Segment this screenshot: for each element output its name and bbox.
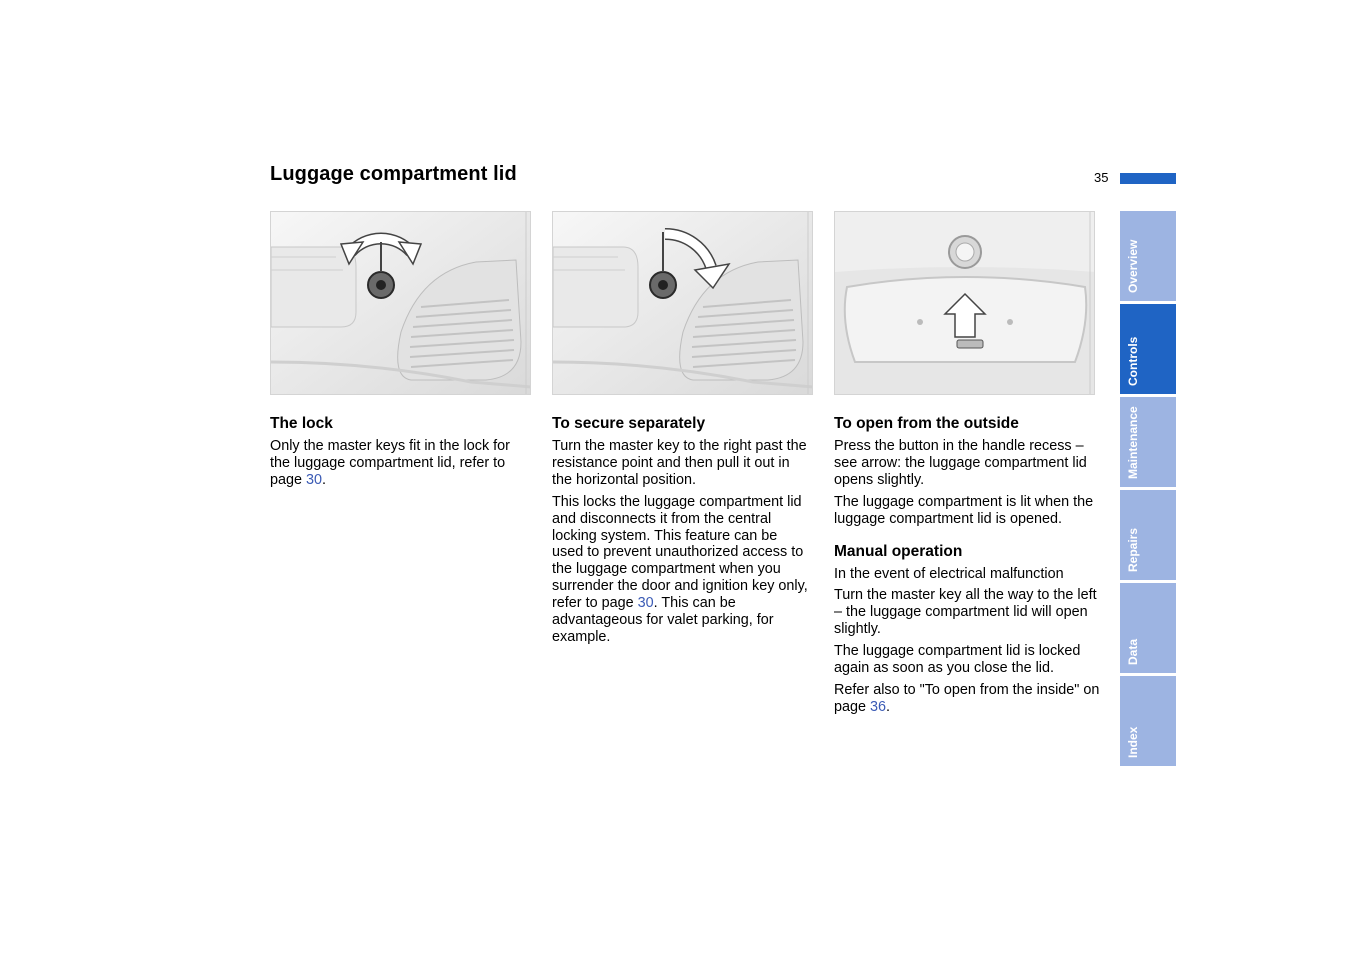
tab-label: Data [1126,638,1140,665]
paragraph-end: . [322,471,327,488]
page-link-36[interactable]: 36 [870,698,887,715]
paragraph-end: . [886,698,891,715]
paragraph [552,494,812,646]
tab-label: Maintenance [1126,406,1140,479]
subsection-heading: Manual operation [834,542,963,560]
tab-maintenance[interactable] [1120,397,1176,487]
lock-illustration [270,211,531,395]
page-title: Luggage compartment lid [270,163,517,185]
paragraph: Press the button in the handle recess – see arrow: the luggage compartment lid opens slightly. [834,438,1087,488]
page-link-30[interactable]: 30 [637,595,654,612]
tab-label: Overview [1126,239,1140,293]
page-marker-bar [1120,173,1176,184]
section-heading: To secure separately [552,415,706,432]
tab-data[interactable] [1120,583,1176,673]
paragraph: In the event of electrical malfunction [834,565,1064,582]
paragraph-text: Refer also to "To open from the inside" on page [834,681,1100,715]
paragraph: Turn the master key all the way to the left – the luggage compartment lid will open slightly. [834,587,1097,638]
paragraph: Turn the master key to the right past the resistance point and then pull it out in the horizontal position. [552,438,807,488]
column-secure-separately [552,414,812,651]
tab-repairs[interactable] [1120,490,1176,580]
paragraph [270,438,530,489]
column-open-from-outside [834,414,1106,721]
column-the-lock [270,414,530,494]
paragraph-text: Only the master keys fit in the lock for the luggage compartment lid, refer to page [270,438,510,488]
paragraph: The luggage compartment is lit when the luggage compartment lid is opened. [834,493,1094,527]
page-number: 35 [1094,170,1109,185]
section-heading: To open from the outside [834,415,1019,432]
chapter-tabs [1120,211,1176,769]
paragraph-end: . This can be advantageous for valet parking, for example. [552,595,774,645]
tab-overview[interactable] [1120,211,1176,301]
secure-separately-illustration [552,211,813,395]
tab-label: Repairs [1126,527,1140,572]
paragraph [834,682,1106,716]
paragraph: The luggage compartment lid is locked again as soon as you close the lid. [834,643,1081,677]
paragraph-text: This locks the luggage compartment lid and disconnects it from the central locking system. This feature can be used to prevent unauthorized access to the luggage compartment when you surrender the door and ignition key only, refer to page [552,493,808,612]
tab-label: Index [1126,726,1140,758]
tab-index[interactable] [1120,676,1176,766]
section-heading: The lock [270,415,333,432]
page-link-30[interactable]: 30 [306,471,323,488]
tab-label: Controls [1126,336,1140,386]
tab-controls[interactable] [1120,304,1176,394]
trunk-lid-illustration [834,211,1095,395]
